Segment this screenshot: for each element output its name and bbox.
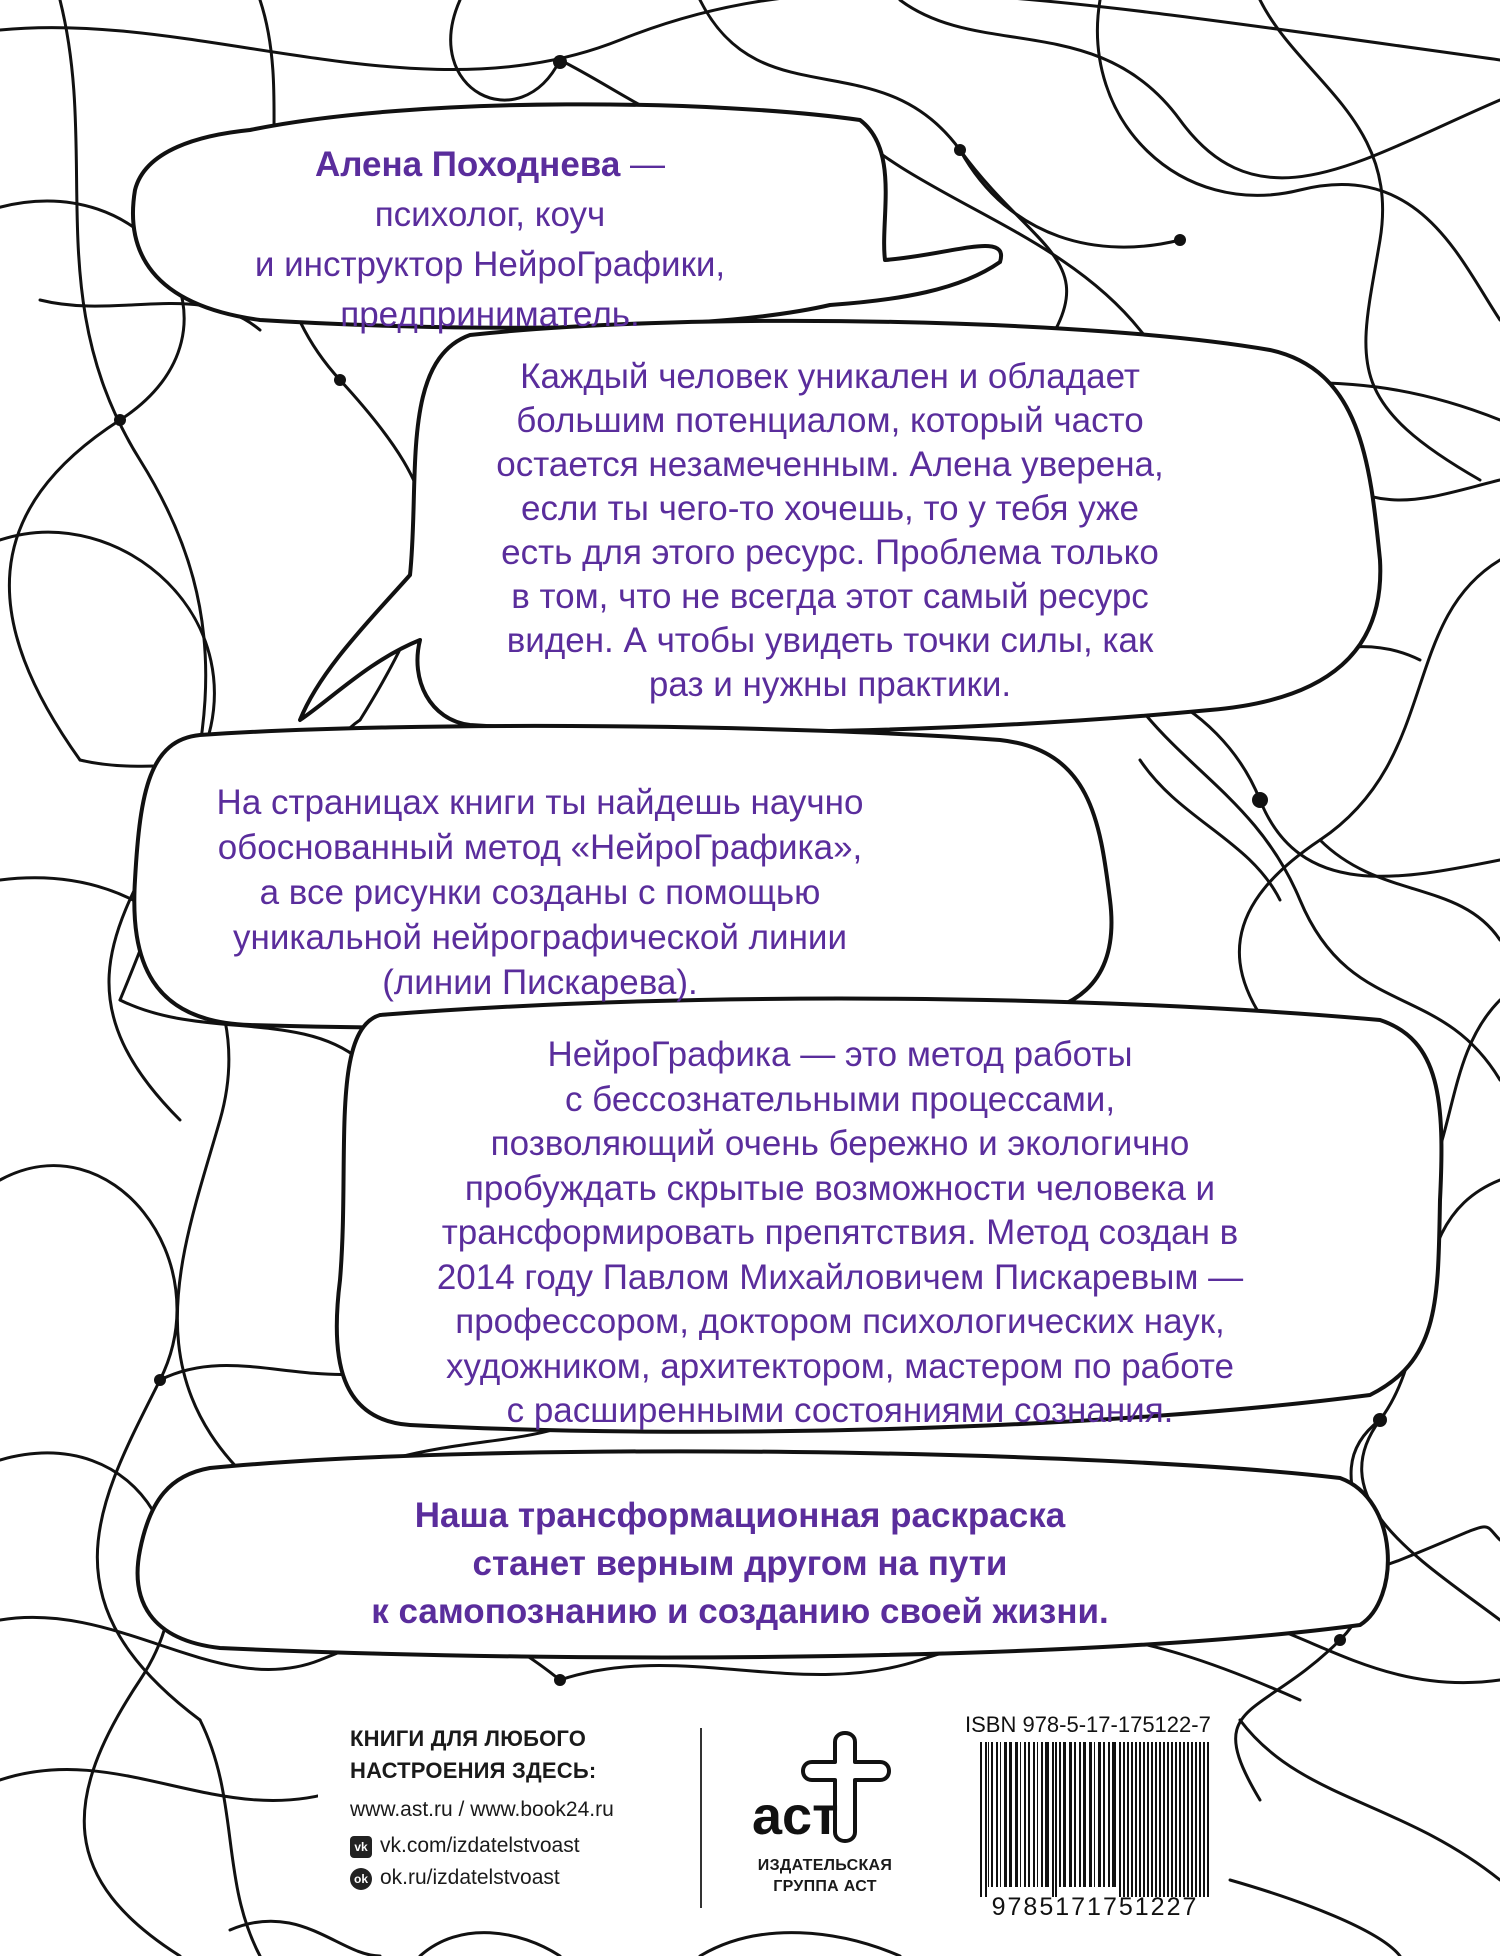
method-bubble [130, 780, 950, 1005]
about-line: художником, архитектором, мастером по работе [445, 1346, 1234, 1386]
barcode-bar [980, 1742, 982, 1897]
barcode-bar [1167, 1742, 1169, 1897]
barcode-bar [1079, 1742, 1081, 1887]
footer-heading-line2: НАСТРОЕНИЯ ЗДЕСЬ: [350, 1758, 597, 1783]
about-line: трансформировать препятствия. Метод создан в [441, 1213, 1239, 1252]
about-line: с бессознательными процессами, [564, 1079, 1116, 1119]
author-bubble: Алена Походнева — психолог, коуч и инструктор НейроГрафики, предприниматель. [150, 140, 830, 340]
barcode-bar [1089, 1742, 1092, 1887]
about-line: с расширенными состояниями сознания. [506, 1391, 1174, 1430]
barcode-bar [1041, 1742, 1043, 1887]
barcode-bar [1187, 1742, 1189, 1897]
barcode-bar [1000, 1742, 1001, 1887]
method-line: обоснованный метод «НейроГрафика», [217, 828, 863, 867]
potential-bubble [390, 355, 1270, 707]
barcode-bar [991, 1742, 993, 1887]
footer-divider [700, 1728, 702, 1908]
barcode-bar [1108, 1742, 1110, 1887]
footer-vk-link[interactable]: vk.com/izdatelstvoast [380, 1834, 580, 1857]
barcode-bar [1135, 1742, 1137, 1897]
barcode-bar [1207, 1742, 1209, 1897]
method-line: На страницах книги ты найдешь научно [216, 783, 864, 822]
publisher-line1: ИЗДАТЕЛЬСКАЯ [757, 1857, 893, 1874]
barcode-bar [1024, 1742, 1026, 1887]
author-line: предприниматель. [340, 295, 640, 334]
potential-line: остается незамеченным. Алена уверена, [496, 445, 1164, 484]
barcode-bar [1183, 1742, 1185, 1897]
barcode-bar [1151, 1742, 1153, 1897]
barcode-icon [978, 1742, 1218, 1897]
publisher-caption [735, 1855, 915, 1897]
barcode-bar [1033, 1742, 1035, 1887]
footer-heading-line1: КНИГИ ДЛЯ ЛЮБОГО [350, 1726, 587, 1751]
barcode-bar [985, 1742, 987, 1897]
vk-icon: vk [350, 1836, 372, 1858]
barcode-bar [1074, 1742, 1076, 1887]
barcode-bar [1147, 1742, 1149, 1897]
footer-ok-link[interactable]: ok.ru/izdatelstvoast [380, 1866, 560, 1889]
summary-line: станет верным другом на пути [472, 1544, 1008, 1583]
summary-line: к самопознанию и созданию своей жизни. [371, 1592, 1109, 1631]
barcode-bar [1163, 1742, 1165, 1897]
about-line: позволяющий очень бережно и экологично [490, 1124, 1190, 1163]
barcode-bar [1069, 1742, 1072, 1887]
barcode-bar [1171, 1742, 1173, 1897]
barcode-bar [1020, 1742, 1021, 1887]
ast-logo-text: аст [752, 1786, 839, 1846]
method-line: уникальной нейрографической линии [232, 918, 848, 957]
barcode-bar [1059, 1742, 1061, 1887]
summary-line: Наша трансформационная раскраска [414, 1496, 1066, 1535]
about-line: 2014 году Павлом Михайловичем Пискаревым — [436, 1257, 1244, 1297]
barcode-bar [1004, 1742, 1007, 1887]
barcode-bar [1103, 1742, 1105, 1887]
barcode-bar [996, 1742, 998, 1887]
barcode-bar [1131, 1742, 1133, 1897]
author-name: Алена Походнева [314, 145, 621, 184]
barcode-bar [1127, 1742, 1129, 1897]
isbn-label: ISBN 978-5-17-175122-7 [965, 1712, 1211, 1737]
potential-line: большим потенциалом, который часто [516, 401, 1144, 440]
barcode-bar [1155, 1742, 1157, 1897]
method-line: (линии Пискарева). [382, 963, 698, 1002]
method-line: а все рисунки созданы с помощью [259, 873, 821, 912]
potential-line: раз и нужны практики. [648, 665, 1012, 704]
barcode-bar [1143, 1742, 1145, 1897]
barcode-bar [988, 1742, 989, 1887]
about-line: профессором, доктором психологических наук, [455, 1302, 1225, 1341]
ok-icon: ok [350, 1868, 372, 1890]
barcode-bar [1191, 1742, 1193, 1897]
barcode-bar [1098, 1742, 1101, 1887]
barcode-bar [1139, 1742, 1141, 1897]
author-line: и инструктор НейроГрафики, [254, 245, 726, 284]
barcode-bar [1045, 1742, 1049, 1887]
barcode-bar [1175, 1742, 1177, 1897]
barcode-number: 9785171751227 [991, 1893, 1199, 1921]
author-line: психолог, коуч [374, 195, 606, 234]
barcode-bar [1055, 1742, 1057, 1897]
barcode-bar [1037, 1742, 1038, 1887]
barcode-bar [1123, 1742, 1125, 1897]
barcode-bar [1179, 1742, 1181, 1897]
potential-line: есть для этого ресурс. Проблема только [501, 533, 1159, 572]
publisher-line2: ГРУППА АСТ [773, 1878, 877, 1895]
barcode-bar [1112, 1742, 1116, 1887]
barcode-bar [1195, 1742, 1197, 1897]
ast-logo-icon [740, 1722, 910, 1850]
potential-line: Каждый человек уникален и обладает [520, 357, 1140, 396]
potential-line: в том, что не всегда этот самый ресурс [511, 577, 1149, 616]
barcode-bar [1083, 1742, 1086, 1887]
barcode-bar [1094, 1742, 1095, 1887]
barcode-bar [1052, 1742, 1054, 1897]
barcode-bar [1199, 1742, 1201, 1897]
barcode-bar [1063, 1742, 1066, 1887]
barcode-bar [1119, 1742, 1121, 1897]
barcode-bar [1203, 1742, 1205, 1897]
barcode-bar [1015, 1742, 1018, 1887]
barcode-bar [1028, 1742, 1030, 1887]
potential-line: если ты чего-то хочешь, то у тебя уже [521, 489, 1139, 528]
barcode-bar [1009, 1742, 1012, 1887]
about-line: пробуждать скрытые возможности человека и [464, 1168, 1216, 1208]
barcode-bar [1159, 1742, 1161, 1897]
footer-websites[interactable]: www.ast.ru / www.book24.ru [350, 1798, 614, 1821]
potential-line: виден. А чтобы увидеть точки силы, как [506, 621, 1154, 660]
summary-bubble [120, 1492, 1360, 1636]
about-bubble [300, 1033, 1380, 1434]
about-line: НейроГрафика — это метод работы [547, 1035, 1133, 1074]
